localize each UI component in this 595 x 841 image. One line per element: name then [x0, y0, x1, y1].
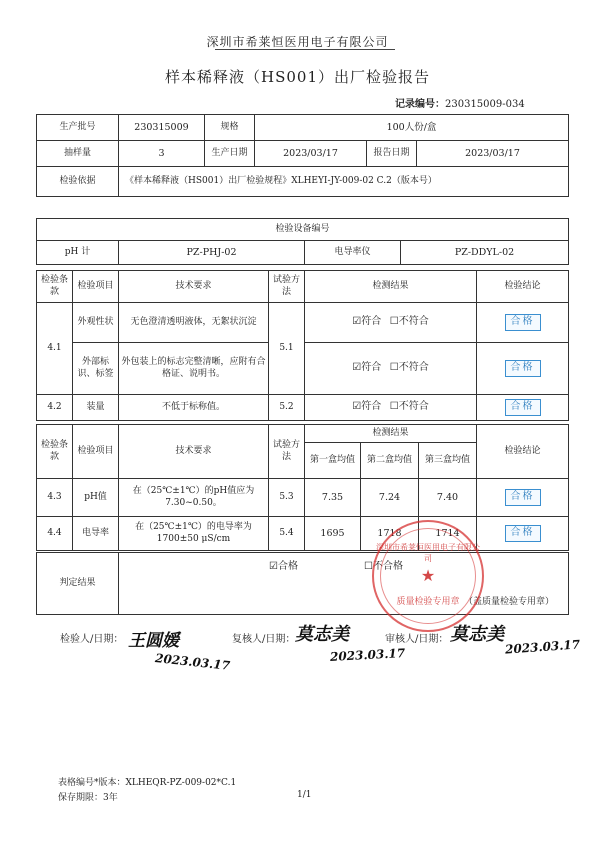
verdict-cell — [119, 553, 569, 615]
conclusion-stamp: 合格 — [505, 489, 541, 506]
row-result — [305, 303, 477, 343]
quality-seal-stamp — [372, 520, 484, 632]
result-pass-checkbox: ☑符合 — [352, 362, 382, 374]
row-item: 外观性状 — [73, 303, 119, 343]
verdict-label: 判定结果 — [37, 553, 119, 615]
row-result — [305, 395, 477, 421]
ph-meter-value: PZ-PHJ-02 — [119, 241, 305, 265]
row-requirement: 在（25℃±1℃）的pH值应为7.30~0.50。 — [119, 479, 269, 517]
verdict-table — [36, 552, 569, 615]
batch-label: 生产批号 — [37, 115, 119, 141]
report-title: 样本稀释液（HS001）出厂检验报告 — [165, 68, 430, 86]
batch-value: 230315009 — [119, 115, 205, 141]
row-item: pH值 — [73, 479, 119, 517]
approver-label: 审核人/日期： — [385, 634, 449, 645]
result-fail-checkbox: ☐不符合 — [389, 362, 429, 374]
row-item: 装量 — [73, 395, 119, 421]
reviewer-signature: 莫志美 — [295, 624, 349, 645]
inspector-label: 检验人/日期： — [60, 634, 124, 645]
sample-label: 抽样量 — [37, 141, 119, 167]
equipment-title: 检验设备编号 — [37, 219, 569, 241]
value-box3: 1714 — [419, 517, 477, 551]
ph-meter-label: pH 计 — [37, 241, 119, 265]
verdict-pass: ☑合格 — [269, 561, 298, 572]
row-item: 电导率 — [73, 517, 119, 551]
h2-box2: 第二盒均值 — [361, 443, 419, 479]
row-method: 5.3 — [269, 479, 305, 517]
h2-clause: 检验条款 — [37, 425, 73, 479]
conductivity-meter-label: 电导率仪 — [305, 241, 401, 265]
h2-conclusion: 检验结论 — [477, 425, 569, 479]
conclusion-stamp: 合格 — [505, 314, 541, 331]
value-box1: 7.35 — [305, 479, 361, 517]
value-box3: 7.40 — [419, 479, 477, 517]
reviewer-date: 2023.03.17 — [329, 646, 406, 664]
prod-date-label: 生产日期 — [205, 141, 255, 167]
result-pass-checkbox: ☑符合 — [352, 401, 382, 413]
inspector-date: 2023.03.17 — [154, 651, 231, 673]
h2-box1: 第一盒均值 — [305, 443, 361, 479]
result-fail-checkbox: ☐不符合 — [389, 401, 429, 413]
seal-subtitle: 质量检验专用章 — [396, 597, 460, 607]
row-method: 5.1 — [269, 303, 305, 395]
result-fail-checkbox: ☐不符合 — [389, 316, 429, 328]
company-name: 深圳市希莱恒医用电子有限公司 — [206, 35, 389, 49]
spec-value: 100人份/盒 — [255, 115, 569, 141]
conclusion-stamp: 合格 — [505, 525, 541, 542]
h1-result: 检测结果 — [305, 271, 477, 303]
inspector-signature: 王圆媛 — [128, 631, 179, 651]
row-requirement: 在（25℃±1℃）的电导率为1700±50 μS/cm — [119, 517, 269, 551]
approver-signature: 莫志美 — [450, 624, 504, 645]
row-clause: 4.3 — [37, 479, 73, 517]
value-box2: 7.24 — [361, 479, 419, 517]
value-box1: 1695 — [305, 517, 361, 551]
record-number-value: 230315009-034 — [445, 99, 525, 110]
row-requirement: 外包装上的标志完整清晰，应附有合格证、说明书。 — [119, 343, 269, 395]
row-clause: 4.4 — [37, 517, 73, 551]
row-conclusion — [477, 517, 569, 551]
basis-label: 检验依据 — [37, 167, 119, 197]
retention-period: 保存期限：3年 — [58, 793, 118, 803]
value-box2: 1718 — [361, 517, 419, 551]
h2-method: 试验方法 — [269, 425, 305, 479]
h1-method: 试验方法 — [269, 271, 305, 303]
spec-label: 规格 — [205, 115, 255, 141]
row-result — [305, 343, 477, 395]
equipment-table — [36, 218, 569, 265]
prod-date-value: 2023/03/17 — [255, 141, 367, 167]
h1-requirement: 技术要求 — [119, 271, 269, 303]
h1-item: 检验项目 — [73, 271, 119, 303]
row-requirement: 无色澄清透明液体，无絮状沉淀 — [119, 303, 269, 343]
row-clause: 4.2 — [37, 395, 73, 421]
row-clause: 4.1 — [37, 303, 73, 395]
conclusion-stamp: 合格 — [505, 360, 541, 377]
report-date-label: 报告日期 — [367, 141, 417, 167]
form-number: 表格编号*版本：XLHEQR-PZ-009-02*C.1 — [58, 778, 237, 788]
row-method: 5.2 — [269, 395, 305, 421]
row-method: 5.4 — [269, 517, 305, 551]
h2-item: 检验项目 — [73, 425, 119, 479]
report-date-value: 2023/03/17 — [417, 141, 569, 167]
h2-result: 检测结果 — [305, 425, 477, 443]
sample-value: 3 — [119, 141, 205, 167]
h1-conclusion: 检验结论 — [477, 271, 569, 303]
seal-star-icon: ★ — [420, 566, 436, 585]
info-table — [36, 114, 569, 197]
reviewer-label: 复核人/日期： — [232, 634, 296, 645]
result-pass-checkbox: ☑符合 — [352, 316, 382, 328]
row-requirement: 不低于标称值。 — [119, 395, 269, 421]
row-conclusion — [477, 395, 569, 421]
verdict-fail: ☐不合格 — [364, 561, 403, 572]
stamp-note: （盖质量检验专用章） — [464, 597, 555, 607]
record-number — [395, 95, 525, 110]
h1-clause: 检验条款 — [37, 271, 73, 303]
row-conclusion — [477, 303, 569, 343]
inspection-table-1 — [36, 270, 569, 421]
seal-company: 深圳市希莱恒医用电子有限公司 — [376, 543, 480, 563]
conclusion-stamp: 合格 — [505, 399, 541, 416]
row-conclusion — [477, 479, 569, 517]
record-number-label: 记录编号： — [395, 99, 445, 110]
row-item: 外部标识、标签 — [73, 343, 119, 395]
approver-date: 2023.03.17 — [504, 637, 581, 657]
row-conclusion — [477, 343, 569, 395]
basis-value: 《样本稀释液（HS001）出厂检验规程》XLHEYI-JY-009-02 C.2（版本号） — [119, 167, 569, 197]
page-number: 1/1 — [297, 790, 312, 800]
h2-requirement: 技术要求 — [119, 425, 269, 479]
inspection-table-2 — [36, 424, 569, 551]
company-underline — [215, 49, 395, 50]
conductivity-meter-value: PZ-DDYL-02 — [401, 241, 569, 265]
h2-box3: 第三盒均值 — [419, 443, 477, 479]
